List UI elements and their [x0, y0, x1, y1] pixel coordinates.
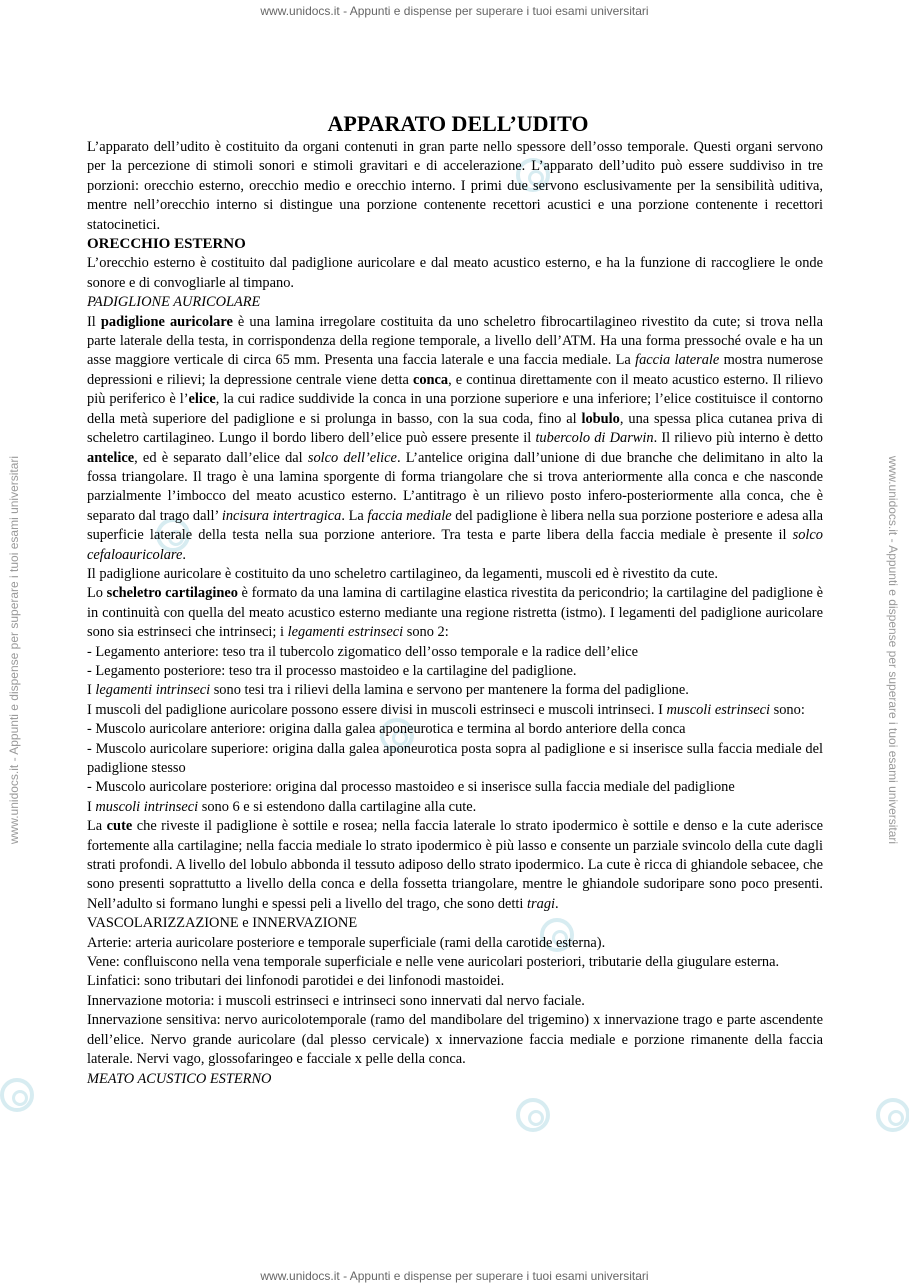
intro-paragraph: L’apparato dell’udito è costituito da organi contenuti in gran parte nello spessore dell’osso temporale. Questi organi servono per la percezione di stimoli sonori e stimoli gravitari e di accelerazione. L’apparato dell’udito può essere suddiviso in tre porzioni: orecchio esterno, orecchio medio e orecchio interno. I primi due servono esclusivamente per la sensibilità uditiva, mentre nell’orecchio interno si distingue una porzione contenente recettori acustici e una porzione contenente i recettori statocinetici.	[87, 139, 823, 233]
document-title: APPARATO DELL’UDITO	[327, 111, 589, 136]
left-watermark-banner: www.unidocs.it - Appunti e dispense per superare i tuoi esami universitari	[7, 455, 21, 845]
subheading-vascolarizzazione: VASCOLARIZZAZIONE e INNERVAZIONE	[87, 915, 358, 932]
list-item: - Legamento posteriore: teso tra il processo mastoideo e la cartilagine del padiglione.	[87, 662, 577, 679]
list-item: - Muscolo auricolare anteriore: origina dalla galea aponeurotica e termina al bordo anteriore della conca	[87, 721, 686, 738]
right-watermark-banner: www.unidocs.it - Appunti e dispense per superare i tuoi esami universitari	[886, 455, 900, 845]
document-page	[87, 110, 823, 1089]
padiglione-paragraph: Il padiglione auricolare è una lamina irregolare costituita da uno scheletro fibrocartilagineo rivestito da cute; si trova nella parte laterale della testa, in corrispondenza della regione temporale, a livello dell’ATM. Ha una forma pressoché ovale e ha un asse maggiore verticale di circa 65 mm. Presenta una faccia laterale e una faccia mediale. La faccia laterale mostra numerose depressioni e rilievi; la depressione centrale viene detta conca, e continua direttamente con il meato acustico esterno. Il rilievo più periferico è l’elice, la cui radice suddivide la conca in una porzione superiore e una inferiore; l’elice costituisce il contorno della metà superiore del padiglione e si prolunga in basso, con la sua coda, fino al lobulo, una spessa plica cutanea priva di scheletro cartilagineo. Lungo il bordo libero dell’elice può essere presente il tubercolo di Darwin. Il rilievo più interno è detto antelice, ed è separato dall’elice dal solco dell’elice. L’antelice origina dall’unione di due branche che delimitano in alto la fossa triangolare. Il trago è una lamina sporgente di forma triangolare che si trova anteriormente alla conca e che nasconde parzialmente l’imbocco del meato acustico esterno. L’antitrago è un rilievo posto infero-posteriormente alla conca, che è separato dal trago dall’ incisura intertragica. La faccia mediale del padiglione è libera nella sua porzione posteriore e adesa alla superficie laterale della testa nella sua porzione anteriore. Tra testa e parte libera della faccia mediale è presente il solco cefaloauricolare.	[87, 313, 824, 563]
costituzione-paragraph: Il padiglione auricolare è costituito da uno scheletro cartilagineo, da legamenti, muscoli ed è rivestito da cute.	[87, 565, 718, 582]
list-item: - Legamento anteriore: teso tra il tubercolo zigomatico dell’osso temporale e la radice dell’elice	[87, 643, 639, 660]
watermark-logo-icon	[516, 1098, 550, 1132]
section-heading-orecchio-esterno: ORECCHIO ESTERNO	[87, 236, 246, 253]
muscoli-paragraph: I muscoli del padiglione auricolare possono essere divisi in muscoli estrinseci e muscoli intrinseci. I muscoli estrinseci sono:	[87, 701, 805, 718]
header-watermark-banner: www.unidocs.it - Appunti e dispense per superare i tuoi esami universitari	[260, 4, 649, 18]
linfatici-line: Linfatici: sono tributari dei linfonodi parotidei e dei linfonodi mastoidei.	[87, 973, 505, 990]
legamenti-intrinseci-paragraph: I legamenti intrinseci sono tesi tra i rilievi della lamina e servono per mantenere la forma del padiglione.	[87, 682, 689, 699]
cute-paragraph: La cute che riveste il padiglione è sottile e rosea; nella faccia laterale lo strato ipodermico è sottile e denso e la cute aderisce fortemente alla cartilagine; nella faccia mediale lo strato ipodermico è più lasso e consente un parziale svincolo della cute dagli strati profondi. A livello del lobulo abbonda il tessuto adiposo dello strato ipodermico. La cute è ricca di ghiandole sebacee, che sono presenti soprattutto a livello della conca e della fossetta triangolare, mentre le ghiandole sudoripare sono poco presenti. Nell’adulto si formano lunghi e spessi peli a livello del trago, che sono detti tragi.	[87, 818, 823, 912]
list-item: - Muscolo auricolare superiore: origina dalla galea aponeurotica posta sopra al padiglione e si inserisce sulla faccia mediale del padiglione stesso	[87, 740, 823, 776]
scheletro-paragraph: Lo scheletro cartilagineo è formato da una lamina di cartilagine elastica rivestita da pericondrio; la cartilagine del padiglione è in continuità con quella del meato acustico esterno mediante una regione ristretta (istmo). I legamenti del padiglione auricolare sono sia estrinseci che intrinseci; i legamenti estrinseci sono 2:	[87, 585, 823, 641]
watermark-logo-icon	[0, 1078, 34, 1112]
vene-line: Vene: confluiscono nella vena temporale superficiale e nelle vene auricolari posteriori, tributarie della giugulare esterna.	[87, 954, 780, 971]
arterie-line: Arterie: arteria auricolare posteriore e temporale superficiale (rami della carotide esterna).	[87, 934, 606, 951]
subheading-meato: MEATO ACUSTICO ESTERNO	[87, 1070, 272, 1087]
footer-watermark-banner: www.unidocs.it - Appunti e dispense per superare i tuoi esami universitari	[260, 1269, 649, 1283]
muscoli-intrinseci-paragraph: I muscoli intrinseci sono 6 e si estendono dalla cartilagine alla cute.	[87, 798, 477, 815]
orecchio-esterno-paragraph: L’orecchio esterno è costituito dal padiglione auricolare e dal meato acustico esterno, e ha la funzione di raccogliere le onde sonore e di convogliarle al timpano.	[87, 255, 823, 291]
watermark-logo-icon	[876, 1098, 909, 1132]
subheading-padiglione: PADIGLIONE AURICOLARE	[87, 294, 261, 311]
innervazione-motoria-line: Innervazione motoria: i muscoli estrinseci e intrinseci sono innervati dal nervo faciale.	[87, 992, 585, 1009]
list-item: - Muscolo auricolare posteriore: origina dal processo mastoideo e si inserisce sulla faccia mediale del padiglione	[87, 779, 735, 796]
innervazione-sensitiva-paragraph: Innervazione sensitiva: nervo auricolotemporale (ramo del mandibolare del trigemino) x innervazione trago e parte ascendente dell’elice. Nervo grande auricolare (dal plesso cervicale) x innervazione faccia mediale e porzione rimanente della faccia laterale. Nervi vago, glossofaringeo e facciale x pelle della conca.	[87, 1012, 823, 1068]
